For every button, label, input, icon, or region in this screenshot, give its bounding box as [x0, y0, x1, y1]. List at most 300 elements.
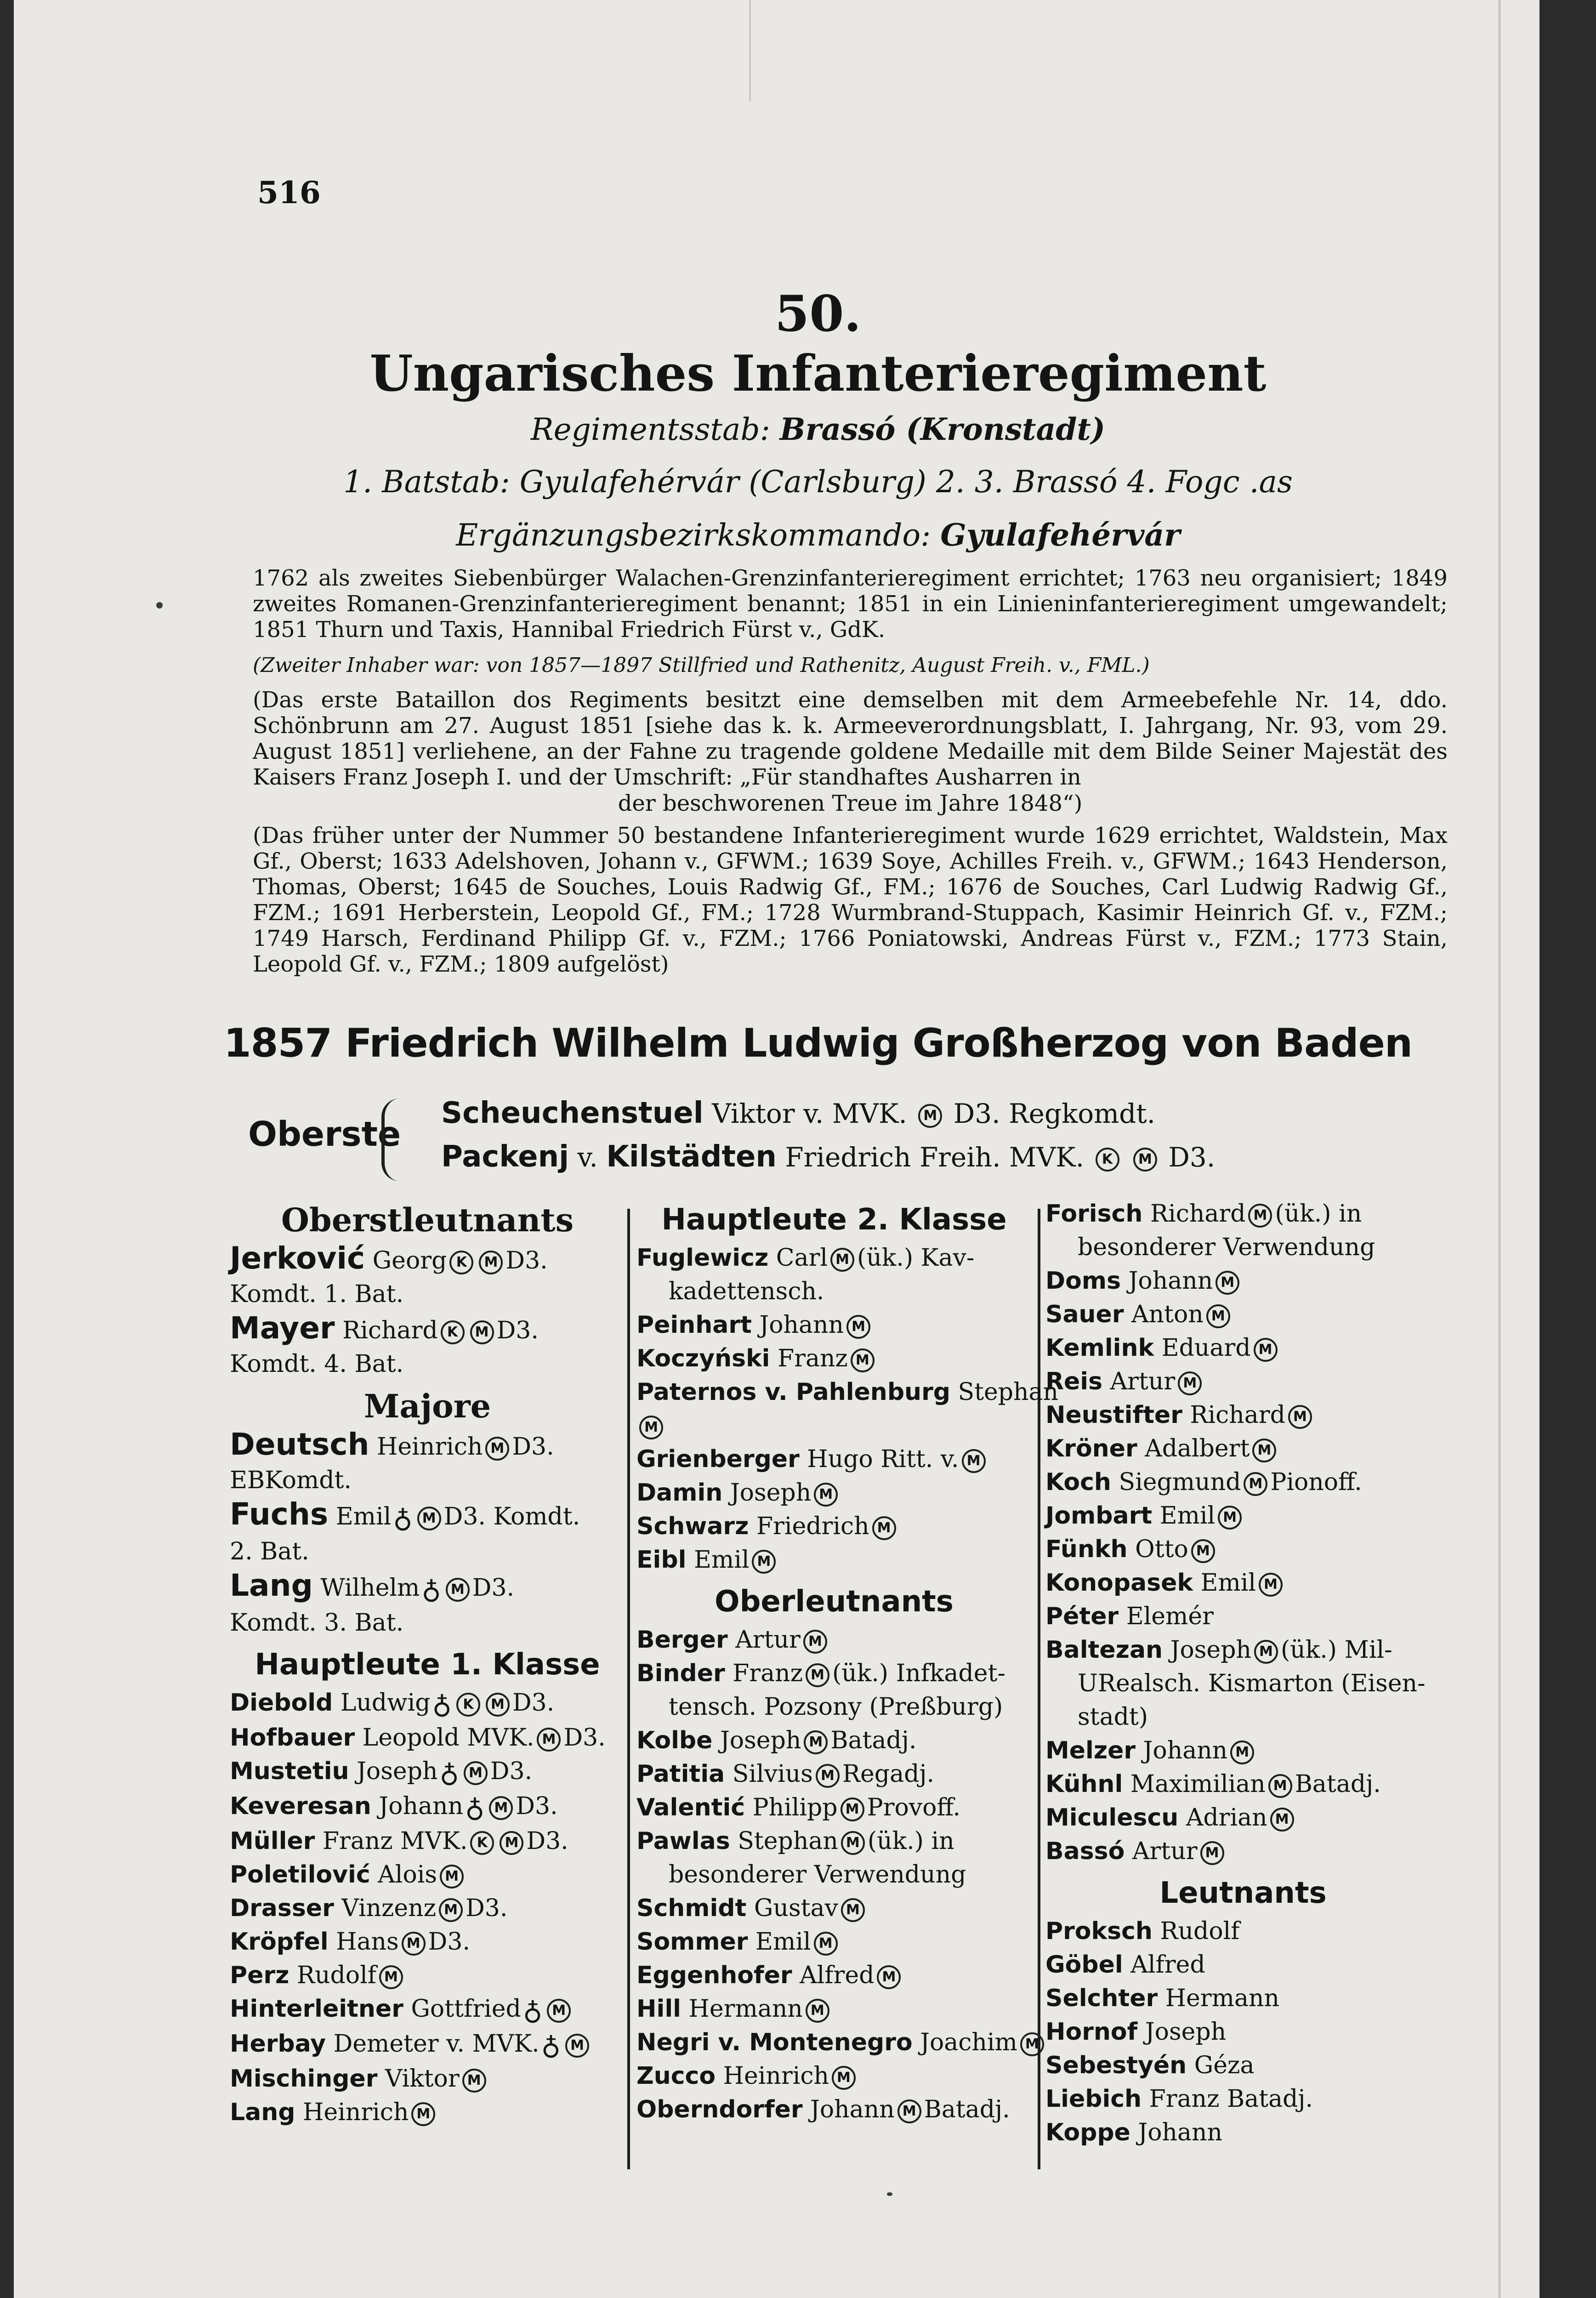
medal-m-icon: M: [1268, 1774, 1292, 1798]
entry-continuation: EBKomdt.: [230, 1467, 352, 1494]
roster-entry: [636, 1308, 1032, 1342]
medal-m-icon: M: [1200, 1841, 1224, 1865]
medal-m-icon: M: [1178, 1371, 1202, 1395]
column-rule: [1038, 1209, 1040, 2169]
district-label: Ergänzungsbezirkskommando:: [456, 518, 931, 553]
medal-m-icon: M: [639, 1416, 663, 1439]
entry-name: Paternos v. Pahlenburg: [636, 1378, 950, 1406]
roster-entry: [1045, 1801, 1441, 1835]
entry-continuation: stadt): [1078, 1703, 1148, 1731]
entry-name: Keveresan: [230, 1792, 371, 1820]
roster-entry: [636, 1758, 1032, 1791]
medal-m-icon: M: [462, 2069, 486, 2093]
heading-oberleutnants: Oberleutnants: [715, 1585, 954, 1619]
entry-name: Jombart: [1045, 1502, 1153, 1530]
entry-rest: Alois: [378, 1861, 437, 1888]
roster-entry: [636, 1342, 1032, 1376]
medal-m-icon: M: [832, 2066, 856, 2090]
oberst-details: D3. Regkomdt.: [953, 1098, 1156, 1129]
medal-m-icon: M: [479, 1251, 503, 1274]
roster-entry: [636, 1241, 1032, 1308]
medal-m-icon: M: [1191, 1539, 1215, 1563]
entry-post: Batadj.: [830, 1727, 917, 1754]
medal-k-icon: K: [441, 1320, 465, 1344]
entry-rest: Johann: [1143, 1737, 1228, 1764]
entry-name: Patitia: [636, 1760, 725, 1788]
entry-rest: Joseph: [357, 1758, 438, 1785]
roster-entry: [230, 1755, 625, 1790]
heading-leutnants: Leutnants: [1159, 1876, 1327, 1910]
entry-rest: Emil: [1159, 1502, 1215, 1530]
entry-post: D3.: [526, 1827, 568, 1855]
entry-name: Drasser: [230, 1894, 334, 1922]
entry-name: Mustetiu: [230, 1758, 349, 1785]
medal-m-icon: M: [814, 1483, 838, 1507]
medal-m-icon: M: [841, 1831, 865, 1855]
entry-post: (ük.) in: [867, 1827, 954, 1855]
medal-m-icon: M: [918, 1104, 942, 1128]
entry-name: Selchter: [1045, 1985, 1158, 2012]
roster-entry: [636, 2026, 1039, 2059]
entry-rest: Joseph: [1145, 2018, 1227, 2046]
entry-rest: Maximilian: [1130, 1770, 1266, 1798]
roster-entry: [636, 1623, 1032, 1657]
column-rule: [627, 1209, 630, 2169]
entry-post: D3.: [516, 1792, 558, 1820]
column-3: [1045, 1197, 1441, 2150]
medal-m-icon: M: [897, 2099, 921, 2123]
entry-name: Kolbe: [636, 1727, 713, 1754]
oberst-details: Viktor v. MVK.: [712, 1098, 907, 1129]
roster-entry: [1045, 1982, 1441, 2015]
medal-k-icon: K: [1096, 1148, 1119, 1172]
roster-entry: [636, 1724, 1032, 1758]
medal-m-icon: M: [1244, 1472, 1267, 1496]
entry-rest: Artur: [1110, 1368, 1176, 1395]
entry-rest: Heinrich: [723, 2062, 829, 2090]
entry-post: D3. Komdt.: [443, 1503, 580, 1530]
entry-name: Fuglewicz: [636, 1244, 769, 1272]
medal-m-icon: M: [962, 1449, 986, 1473]
entry-name: Zucco: [636, 2062, 716, 2090]
medal-m-icon: M: [1254, 1338, 1278, 1362]
entry-rest: Franz: [733, 1660, 803, 1687]
entry-post: Provoff.: [867, 1794, 961, 1821]
entry-name: Peinhart: [636, 1311, 752, 1339]
entry-rest: Johann: [810, 2096, 895, 2123]
entry-rest: Rudolf: [1160, 1917, 1240, 1945]
oberst-name: Packenj: [441, 1140, 569, 1174]
roster-entry: [230, 1686, 625, 1721]
medal-m-icon: M: [485, 1437, 509, 1461]
entry-rest: Leopold MVK.: [362, 1724, 534, 1752]
heading-majore: Majore: [364, 1387, 491, 1425]
entry-rest: Franz MVK.: [322, 1827, 468, 1855]
roster-entry: [636, 1825, 1032, 1892]
entry-name: Hinterleitner: [230, 1995, 403, 2023]
entry-name: Eibl: [636, 1546, 687, 1574]
entry-rest: Heinrich: [377, 1433, 483, 1461]
entry-rest: Hans: [336, 1928, 399, 1956]
entry-rest: Carl: [776, 1244, 828, 1272]
entry-name: Sebestyén: [1045, 2052, 1187, 2079]
roster-entry: [230, 1241, 625, 1311]
oberst-details: D3.: [1168, 1142, 1215, 1173]
brace: [381, 1098, 401, 1181]
staff-label: Regimentsstab:: [530, 412, 770, 447]
entry-rest: Stephan: [738, 1827, 838, 1855]
medal-m-icon: M: [816, 1764, 840, 1788]
entry-name: Göbel: [1045, 1951, 1123, 1979]
entry-name: Proksch: [1045, 1917, 1153, 1945]
entry-name: Konopasek: [1045, 1569, 1193, 1597]
entry-rest: Richard: [1190, 1401, 1285, 1429]
entry-name: Schmidt: [636, 1894, 747, 1922]
entry-rest: Siegmund: [1119, 1468, 1241, 1496]
entry-name: Perz: [230, 1962, 290, 1989]
entry-rest: Richard: [342, 1317, 438, 1344]
medal-m-icon: M: [1270, 1808, 1294, 1832]
medal-m-icon: M: [489, 1796, 513, 1820]
roster-entry: [230, 1959, 625, 1992]
entry-name: Fuchs: [230, 1496, 329, 1532]
entry-rest: Franz Batadj.: [1149, 2085, 1313, 2113]
medal-m-icon: M: [486, 1693, 510, 1717]
heading-hauptleute-1: Hauptleute 1. Klasse: [255, 1648, 600, 1682]
medal-m-icon: M: [806, 1999, 829, 2023]
medal-m-icon: M: [752, 1550, 776, 1574]
medal-m-icon: M: [1206, 1304, 1230, 1328]
entry-rest: Géza: [1194, 2052, 1255, 2079]
medal-m-icon: M: [446, 1578, 470, 1602]
speck: [887, 2192, 892, 2196]
medal-m-icon: M: [547, 1999, 571, 2023]
entry-rest: Elemér: [1126, 1603, 1214, 1630]
roster-entry: [1045, 1197, 1441, 1264]
entry-rest: Hermann: [1165, 1985, 1279, 2012]
entry-rest: Friedrich: [756, 1513, 869, 1540]
roster-entry: [230, 2062, 625, 2096]
entry-rest: Emil: [335, 1503, 392, 1530]
entry-rest: Heinrich: [303, 2099, 409, 2126]
roster-entry: [230, 1497, 625, 1569]
entry-post: Batadj.: [1295, 1770, 1381, 1798]
entry-rest: Johann: [1138, 2119, 1222, 2146]
roster-entry: [1045, 1633, 1441, 1734]
entry-name: Forisch: [1045, 1200, 1143, 1228]
entry-name: Kühnl: [1045, 1770, 1123, 1798]
entry-rest: Hugo Ritt. v.: [807, 1445, 959, 1473]
staff-value: Brassó (Kronstadt): [779, 411, 1106, 447]
entry-name: Miculescu: [1045, 1804, 1179, 1832]
roster-entry: [636, 1443, 1032, 1476]
roster-entry: [1045, 1298, 1441, 1331]
entry-rest: Artur: [1132, 1837, 1198, 1865]
entry-name: Grienberger: [636, 1445, 800, 1473]
entry-rest: Johann: [1128, 1267, 1213, 1295]
medal-m-icon: M: [803, 1630, 827, 1654]
entry-post: Batadj.: [924, 2096, 1010, 2123]
entry-rest: Hermann: [688, 1995, 803, 2023]
roster-entry: [636, 1543, 1032, 1577]
entry-name: Poletilović: [230, 1861, 370, 1888]
entry-post: (ük.) Infkadet-: [832, 1660, 1005, 1687]
entry-continuation: besonderer Verwendung: [1078, 1234, 1375, 1261]
speck: [156, 602, 163, 609]
entry-name: Reis: [1045, 1368, 1103, 1395]
entry-name: Koczyński: [636, 1345, 770, 1372]
entry-rest: Alfred: [800, 1962, 875, 1989]
entry-rest: Georg: [372, 1247, 447, 1274]
roster-entry: [1045, 1600, 1441, 1633]
entry-rest: Anton: [1131, 1301, 1204, 1328]
entry-rest: Alfred: [1130, 1951, 1205, 1979]
entry-rest: Joseph: [1170, 1636, 1251, 1664]
medal-paragraph-end: der beschworenen Treue im Jahre 1848“): [618, 791, 1083, 816]
roster-entry: [1045, 1734, 1441, 1768]
column-1: [230, 1195, 625, 2129]
page-number: 516: [257, 175, 321, 210]
entry-name: Mischinger: [230, 2065, 378, 2093]
entry-rest: Artur: [735, 1626, 801, 1654]
entry-name: Müller: [230, 1827, 315, 1855]
entry-name: Doms: [1045, 1267, 1121, 1295]
entry-name: Hornof: [1045, 2018, 1138, 2046]
entry-rest: Joseph: [730, 1479, 812, 1507]
medal-m-icon: M: [379, 1965, 403, 1989]
roster-entry: [636, 1476, 1032, 1510]
medal-m-icon: M: [411, 2102, 435, 2126]
entry-name: Kröpfel: [230, 1928, 329, 1956]
medal-k-icon: K: [449, 1251, 473, 1274]
roster-entry: [636, 1657, 1032, 1724]
regiment-number: 50.: [775, 285, 861, 343]
entry-post: (ük.) Mil-: [1280, 1636, 1392, 1664]
entry-post: D3.: [512, 1433, 554, 1461]
entry-rest: Rudolf: [296, 1962, 376, 1989]
decoration-cross-icon: ♁: [421, 1574, 441, 1605]
history-paragraph: 1762 als zweites Siebenbürger Walachen-Grenzinfanterieregiment errichtet; 1763 neu organisiert; 1849 zweites Romanen-Grenzinfanterieregiment benannt; 1851 in ein Linieninfanterieregiment umgewandelt; 1851 Thurn und Taxis, Hannibal Friedrich Fürst v., GdK.: [253, 565, 1448, 643]
decoration-cross-icon: ♁: [439, 1757, 459, 1788]
roster-entry: [636, 1791, 1032, 1825]
entry-name: Pawlas: [636, 1827, 730, 1855]
entry-continuation: Komdt. 3. Bat.: [230, 1609, 404, 1637]
battalion-staffs: 1. Batstab: Gyulafehérvár (Carlsburg) 2. 3. Brassó 4. Fogc .as: [343, 464, 1293, 500]
heading-oberstleutnants: Oberstleutnants: [281, 1201, 574, 1239]
roster-entry: [636, 1510, 1032, 1543]
entry-name: Melzer: [1045, 1737, 1136, 1764]
medal-paragraph: (Das erste Bataillon dos Regiments besitzt eine demselben mit dem Armeebefehle Nr. 14, ddo. Schönbrunn am 27. August 1851 [siehe das k. k. Armeeverordnungsblatt, I. Jahrgang, Nr. 93, vom 29. August 1851] verliehene, an der Fahne zu tragende goldene Medaille mit dem Bilde Seiner Majestät des Kaisers Franz Joseph I. und der Umschrift: „Für standhaftes Ausharren in: [253, 687, 1448, 790]
heading-hauptleute-2: Hauptleute 2. Klasse: [661, 1203, 1007, 1237]
entry-name: Lang: [230, 2099, 295, 2126]
column-2: [636, 1195, 1059, 2127]
entry-post: D3.: [512, 1689, 555, 1717]
roster-entry: [230, 1892, 625, 1925]
entry-rest: Demeter v. MVK.: [333, 2030, 540, 2058]
entry-rest: Vinzenz: [341, 1894, 437, 1922]
entry-rest: Adrian: [1186, 1804, 1267, 1832]
entry-name: Neustifter: [1045, 1401, 1182, 1429]
medal-m-icon: M: [1254, 1640, 1278, 1664]
medal-m-icon: M: [402, 1932, 426, 1956]
entry-name: Bassó: [1045, 1837, 1125, 1865]
entry-name: Mayer: [230, 1310, 335, 1346]
medal-m-icon: M: [1020, 2032, 1044, 2056]
entry-name: Koppe: [1045, 2119, 1130, 2146]
entry-name: Jerković: [230, 1240, 365, 1276]
roster-entry: [1045, 1399, 1441, 1432]
entry-post: D3.: [490, 1758, 533, 1785]
medal-m-icon: M: [1252, 1439, 1276, 1462]
entry-post: Pionoff.: [1270, 1468, 1362, 1496]
medal-m-icon: M: [537, 1728, 561, 1752]
entry-post: (ük.) Kav-: [857, 1244, 975, 1272]
roster-entry: [230, 1825, 625, 1858]
roster-entry: [1045, 1466, 1441, 1499]
entry-rest: Joseph: [720, 1727, 801, 1754]
roster-entry: [1045, 2049, 1441, 2082]
roster-entry: [230, 1569, 625, 1640]
oberst-entry: [441, 1140, 1215, 1174]
roster-entry: [1045, 1948, 1441, 1982]
entry-rest: Johann: [379, 1792, 463, 1820]
decoration-cross-icon: ♁: [523, 1995, 543, 2026]
decoration-cross-icon: ♁: [465, 1792, 485, 1823]
entry-post: D3.: [563, 1724, 606, 1752]
entry-name: Negri v. Montenegro: [636, 2029, 913, 2056]
roster-entry: [1045, 1915, 1441, 1948]
roster-entry: [230, 1311, 625, 1381]
entry-name: Deutsch: [230, 1427, 369, 1462]
medal-m-icon: M: [1230, 1741, 1254, 1764]
entry-name: Valentić: [636, 1794, 745, 1821]
recruiting-district: [14, 517, 1539, 553]
medal-m-icon: M: [470, 1320, 494, 1344]
medal-m-icon: M: [830, 1248, 854, 1272]
roster-entry: [636, 1992, 1032, 2026]
roster-entry: [230, 2027, 625, 2062]
entry-name: Liebich: [1045, 2085, 1142, 2113]
medal-m-icon: M: [814, 1932, 838, 1956]
entry-name: Kröner: [1045, 1435, 1137, 1462]
entry-name: Koch: [1045, 1468, 1111, 1496]
medal-m-icon: M: [439, 1898, 463, 1922]
entry-name: Herbay: [230, 2030, 326, 2058]
entry-rest: Gustav: [754, 1894, 838, 1922]
entry-rest: Joachim: [920, 2029, 1017, 2056]
roster-entry: [1045, 1835, 1441, 1868]
oberste-label: Oberste: [248, 1115, 401, 1154]
roster-entry: [1045, 2082, 1441, 2116]
medal-m-icon: M: [806, 1663, 829, 1687]
roster-entry: [230, 1428, 625, 1497]
medal-m-icon: M: [1133, 1148, 1157, 1172]
medal-k-icon: K: [470, 1831, 494, 1855]
roster-entry: [636, 1376, 1059, 1443]
entry-name: Oberndorfer: [636, 2096, 803, 2123]
roster-entry: [636, 1959, 1032, 1992]
entry-post: Regadj.: [842, 1760, 935, 1788]
entry-rest: Silvius: [732, 1760, 813, 1788]
medal-k-icon: K: [456, 1693, 480, 1717]
entry-rest: Otto: [1135, 1536, 1188, 1563]
entry-rest: Franz: [778, 1345, 848, 1372]
medal-m-icon: M: [846, 1315, 870, 1339]
medal-m-icon: M: [841, 1898, 865, 1922]
medal-m-icon: M: [500, 1831, 523, 1855]
entry-name: Fünkh: [1045, 1536, 1128, 1563]
entry-continuation: kadettensch.: [669, 1278, 824, 1305]
entry-name: Eggenhofer: [636, 1962, 792, 1989]
medal-m-icon: M: [872, 1516, 896, 1540]
medal-m-icon: M: [841, 1797, 864, 1821]
entry-rest: Emil: [755, 1928, 811, 1956]
medal-m-icon: M: [1248, 1204, 1272, 1228]
oberst-name: Kilstädten: [606, 1140, 777, 1174]
roster-entry: [636, 1925, 1032, 1959]
entry-continuation: Komdt. 1. Bat.: [230, 1280, 404, 1308]
medal-m-icon: M: [1218, 1506, 1242, 1530]
entry-post: D3.: [466, 1894, 508, 1922]
entry-rest: Emil: [1200, 1569, 1256, 1597]
roster-entry: [636, 2059, 1032, 2093]
entry-name: Damin: [636, 1479, 723, 1507]
entry-continuation: besonderer Verwendung: [669, 1861, 966, 1888]
second-owner-note: (Zweiter Inhaber war: von 1857—1897 Stillfried und Rathenitz, August Freih. v., FML.): [253, 654, 1150, 677]
entry-rest: Eduard: [1161, 1334, 1251, 1362]
entry-post: D3.: [496, 1317, 539, 1344]
entry-name: Baltezan: [1045, 1636, 1163, 1664]
entry-rest: Emil: [693, 1546, 750, 1574]
entry-name: Berger: [636, 1626, 728, 1654]
scan-artifact: [749, 0, 751, 101]
entry-rest: Gottfried: [411, 1995, 521, 2023]
roster-entry: [1045, 2116, 1441, 2150]
entry-name: Lang: [230, 1568, 313, 1603]
earlier-regiment-paragraph: (Das früher unter der Nummer 50 bestandene Infanterieregiment wurde 1629 errichtet, Waldstein, Max Gf., Oberst; 1633 Adelshoven, Johann v., GFWM.; 1639 Soye, Achilles Freih. v., GFWM.; 1643 Henderson, Thomas, Oberst; 1645 de Souches, Louis Radwig Gf., FM.; 1676 de Souches, Carl Ludwig Radwig Gf., FZM.; 1691 Herberstein, Leopold Gf., FM.; 1728 Wurmbrand-Stuppach, Kasimir Heinrich Gf. v., FZM.; 1749 Harsch, Ferdinand Philipp Gf. v., FZM.; 1766 Poniatowski, Andreas Fürst v., FZM.; 1773 Stain, Leopold Gf. v., FZM.; 1809 aufgelöst): [253, 823, 1448, 977]
entry-rest: Richard: [1150, 1200, 1246, 1228]
roster-entry: [1045, 1365, 1441, 1399]
entry-name: Hofbauer: [230, 1724, 355, 1752]
entry-name: Diebold: [230, 1689, 333, 1717]
decoration-cross-icon: ♁: [432, 1689, 452, 1720]
entry-name: Kemlink: [1045, 1334, 1154, 1362]
medal-m-icon: M: [804, 1730, 828, 1754]
medal-m-icon: M: [877, 1965, 901, 1989]
roster-entry: [1045, 2015, 1441, 2049]
entry-name: Sauer: [1045, 1301, 1124, 1328]
entry-name: Péter: [1045, 1603, 1119, 1630]
roster-entry: [1045, 1533, 1441, 1566]
decoration-cross-icon: ♁: [541, 2030, 561, 2061]
entry-continuation: 2. Bat.: [230, 1538, 309, 1565]
roster-entry: [1045, 1768, 1441, 1801]
medal-m-icon: M: [1288, 1405, 1312, 1429]
scanned-page: [14, 0, 1539, 2298]
entry-rest: Adalbert: [1145, 1435, 1250, 1462]
entry-name: Hill: [636, 1995, 681, 2023]
oberst-details: Friedrich Freih. MVK.: [785, 1142, 1085, 1173]
entry-post: D3.: [428, 1928, 470, 1956]
medal-m-icon: M: [464, 1761, 488, 1785]
roster-entry: [1045, 1566, 1441, 1600]
roster-entry: [1045, 1264, 1441, 1298]
entry-rest: Johann: [759, 1311, 844, 1339]
entry-continuation: Komdt. 4. Bat.: [230, 1350, 404, 1378]
roster-entry: [1045, 1331, 1441, 1365]
medal-m-icon: M: [1259, 1573, 1283, 1597]
entry-name: Binder: [636, 1660, 725, 1687]
